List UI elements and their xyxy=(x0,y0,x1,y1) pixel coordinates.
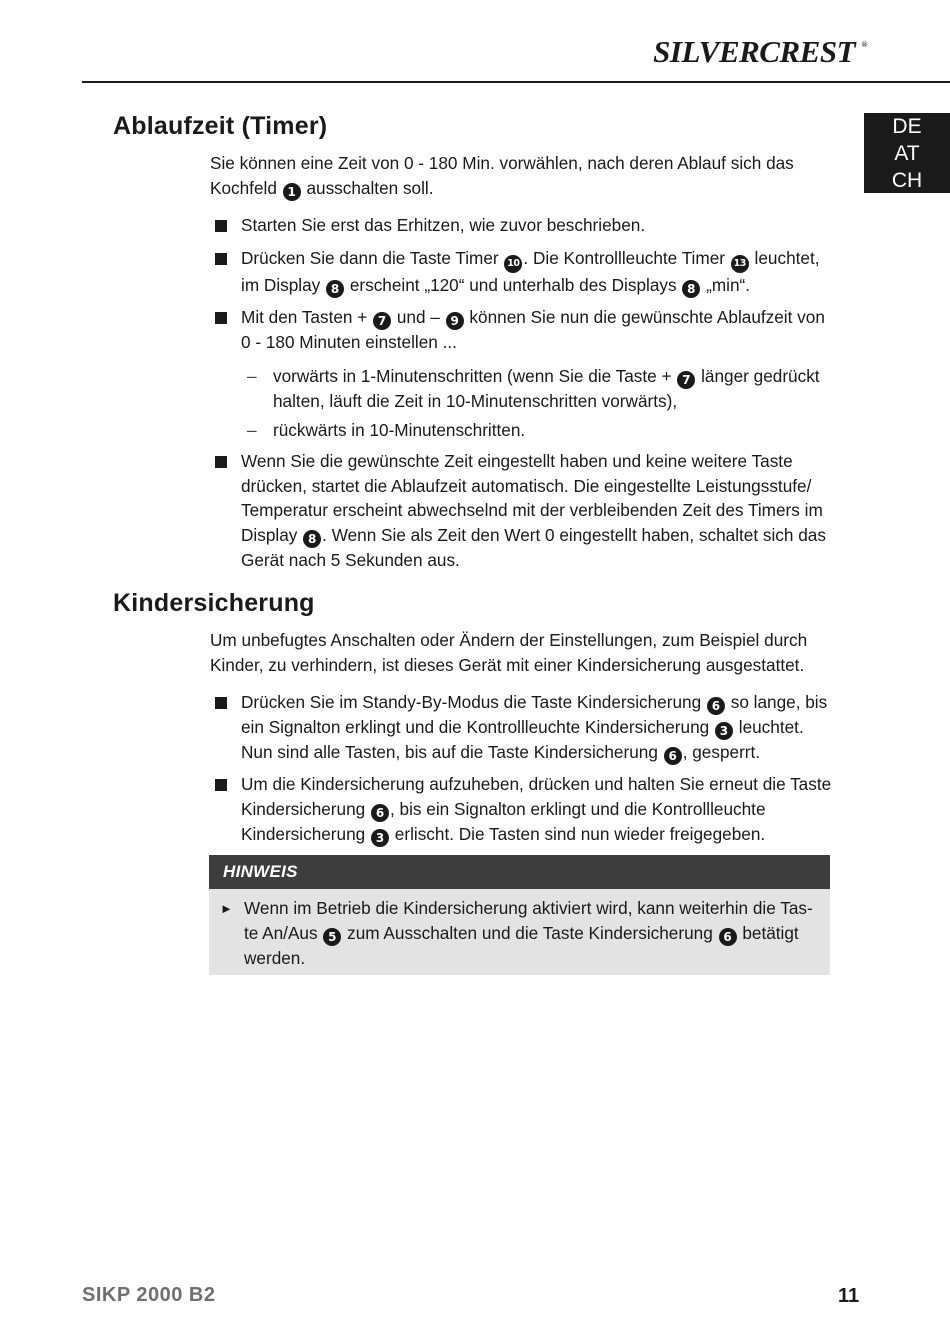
ref-number: 8 xyxy=(326,280,344,298)
registered-mark: ® xyxy=(861,40,867,49)
brand-logo: SILVERCREST ® xyxy=(653,34,867,69)
sub-list-item: – vorwärts in 1-Minutenschritten (wenn Sie die Taste + 7 länger gedrückt halten, läuft die Zeit in 10-Minutenschritten vorwärts), xyxy=(247,366,820,411)
list-item: Drücken Sie dann die Taste Timer 10 . Die Kontrollleuchte Timer 13 leuchtet, im Display 8 erscheint „120“ und unterhalb des Displays 8 „min“. xyxy=(215,246,835,298)
section-heading-timer: Ablaufzeit (Timer) xyxy=(113,112,328,140)
page-number: 11 xyxy=(838,1285,860,1307)
ref-number: 1 xyxy=(283,183,301,201)
list-item: Wenn Sie die gewünschte Zeit eingestellt haben und keine weitere Taste drücken, startet die Ablaufzeit automatisch. Die eingestellte Leistungsstufe/ Temperatur erscheint abwechselnd mit der verbleibenden Zeit des Timers im Display 8 . Wenn Sie als Zeit den Wert 0 eingestellt haben, schaltet sich das Gerät nach 5 Sekunden aus. xyxy=(215,449,835,572)
ref-number: 9 xyxy=(446,312,464,330)
ref-number: 6 xyxy=(719,928,737,946)
ref-number: 3 xyxy=(371,829,389,847)
bullet-square-icon xyxy=(215,779,227,791)
ref-number: 5 xyxy=(323,928,341,946)
dash-icon: – xyxy=(247,366,257,386)
ref-number: 6 xyxy=(664,747,682,765)
lang-de: DE xyxy=(892,115,922,138)
list-item: Um die Kindersicherung aufzuheben, drücken und halten Sie erneut die Taste Kindersicherung 6 , bis ein Signalton erklingt und die Kontrollleuchte Kindersicherung 3 erlischt. Die Tasten sind nun wieder freigegeben. xyxy=(215,772,835,847)
timer-intro: Sie können eine Zeit von 0 - 180 Min. vorwählen, nach deren Ablauf sich das Kochfeld 1 ausschalten soll. xyxy=(210,153,794,199)
bullet-square-icon xyxy=(215,253,227,265)
ref-number: 7 xyxy=(677,371,695,389)
ref-number: 7 xyxy=(373,312,391,330)
note-title: HINWEIS xyxy=(209,855,830,889)
bullet-square-icon xyxy=(215,220,227,232)
bullet-square-icon xyxy=(215,456,227,468)
arrow-right-icon: ► xyxy=(220,901,233,916)
ref-number: 13 xyxy=(731,255,749,273)
ref-number: 8 xyxy=(682,280,700,298)
sub-list-item: – rückwärts in 10-Minutenschritten. xyxy=(247,418,837,443)
footer-model: SIKP 2000 B2 xyxy=(82,1284,216,1306)
ref-number: 10 xyxy=(504,255,522,273)
ref-number: 3 xyxy=(715,722,733,740)
kinder-intro: Um unbefugtes Anschalten oder Ändern der Einstellungen, zum Beispiel durch Kinder, zu verhindern, ist dieses Gerät mit einer Kindersicherung ausgestattet. xyxy=(210,630,808,675)
bullet-square-icon xyxy=(215,312,227,324)
note-box xyxy=(209,855,830,975)
ref-number: 6 xyxy=(371,804,389,822)
list-item: Starten Sie erst das Erhitzen, wie zuvor beschrieben. xyxy=(215,213,835,238)
section-heading-kindersicherung: Kindersicherung xyxy=(113,589,315,617)
lang-ch: CH xyxy=(891,169,923,192)
lang-at: AT xyxy=(894,142,920,165)
dash-icon: – xyxy=(247,420,257,440)
note-body: ► Wenn im Betrieb die Kindersicherung aktiviert wird, kann weiterhin die Taste An/Aus 5 zum Ausschalten und die Taste Kindersicherung 6 betätigt werden. xyxy=(209,889,830,975)
ref-number: 8 xyxy=(303,530,321,548)
bullet-square-icon xyxy=(215,697,227,709)
list-item: Mit den Tasten + 7 und – 9 können Sie nun die gewünschte Ablaufzeit von 0 - 180 Minuten einstellen ... xyxy=(215,305,835,355)
list-item: Drücken Sie im Standy-By-Modus die Taste Kindersicherung 6 so lange, bis ein Signalton erklingt und die Kontrollleuchte Kindersicherung 3 leuchtet. Nun sind alle Tasten, bis auf die Taste Kindersicherung 6 , gesperrt. xyxy=(215,690,835,765)
ref-number: 6 xyxy=(707,697,725,715)
language-tab xyxy=(864,113,950,193)
header-rule xyxy=(82,81,950,83)
